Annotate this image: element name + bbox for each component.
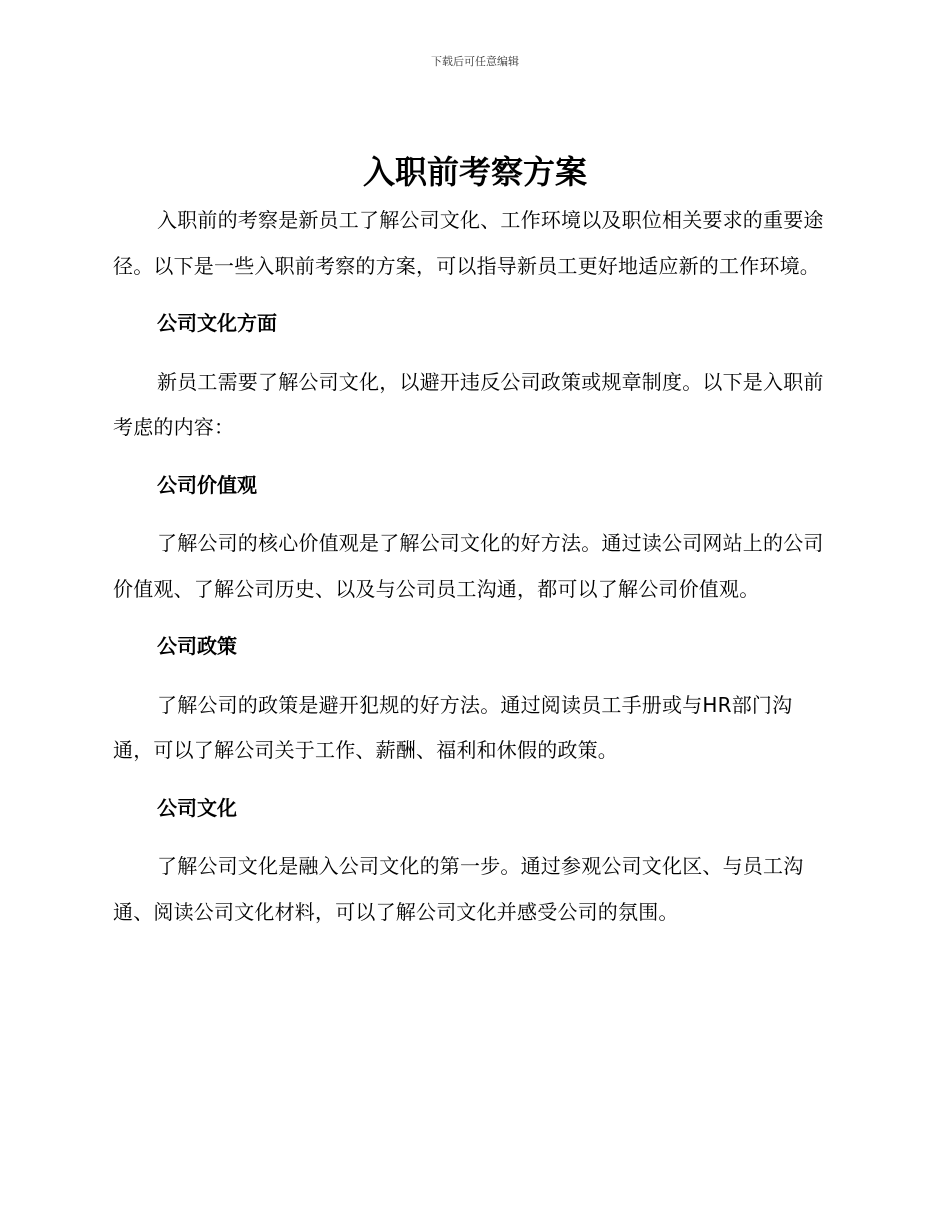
intro-paragraph: 入职前的考察是新员工了解公司文化、工作环境以及职位相关要求的重要途径。以下是一些入职前考察的方案，可以指导新员工更好地适应新的工作环境。 xyxy=(113,208,824,278)
section-body-values: 了解公司的核心价值观是了解公司文化的好方法。通过读公司网站上的公司价值观、了解公司历史、以及与公司员工沟通，都可以了解公司价值观。 xyxy=(113,531,824,601)
section-heading-policy: 公司政策 xyxy=(157,634,237,658)
section-body-culture-aspect: 新员工需要了解公司文化，以避开违反公司政策或规章制度。以下是入职前考虑的内容： xyxy=(113,369,824,439)
section-heading-culture-aspect: 公司文化方面 xyxy=(157,311,277,335)
section-body-culture: 了解公司文化是融入公司文化的第一步。通过参观公司文化区、与员工沟通、阅读公司文化材料，可以了解公司文化并感受公司的氛围。 xyxy=(113,854,804,924)
header-note: 下载后可任意编辑 xyxy=(431,55,519,68)
document-body xyxy=(113,198,831,935)
section-heading-values: 公司价值观 xyxy=(157,472,257,497)
document-title: 入职前考察方案 xyxy=(362,153,587,191)
section-body-policy: 了解公司的政策是避开犯规的好方法。通过阅读员工手册或与HR部门沟通，可以了解公司关于工作、薪酬、福利和休假的政策。 xyxy=(113,692,793,762)
section-heading-culture: 公司文化 xyxy=(157,795,237,820)
